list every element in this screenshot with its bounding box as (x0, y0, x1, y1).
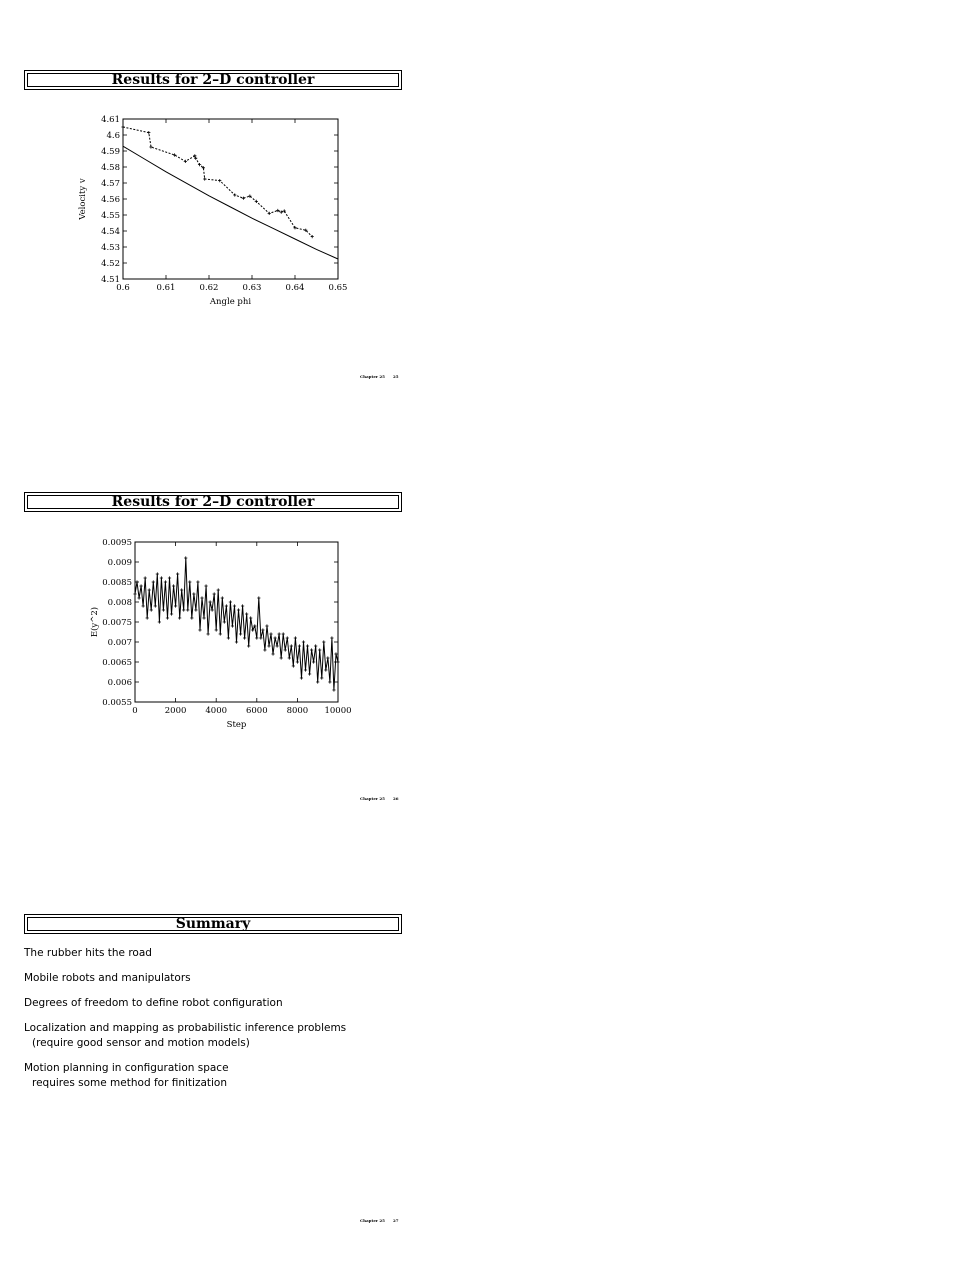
data-point (150, 608, 153, 611)
y-tick-label: 4.58 (101, 163, 120, 173)
x-tick-label: 0.62 (199, 283, 219, 293)
data-point (276, 644, 279, 647)
data-point (160, 576, 163, 579)
data-point (316, 680, 319, 683)
y-tick-label: 0.007 (107, 638, 132, 648)
data-point (271, 652, 274, 655)
data-point (227, 636, 230, 639)
data-point (278, 632, 281, 635)
data-point (166, 616, 169, 619)
data-point (280, 656, 283, 659)
data-point (255, 636, 258, 639)
data-point (221, 596, 224, 599)
data-point (304, 668, 307, 671)
y-tick-label: 0.0085 (102, 578, 132, 588)
x-tick-label: 0 (132, 706, 138, 716)
x-axis-label: Angle phi (209, 297, 252, 307)
data-point (206, 632, 209, 635)
data-point (330, 636, 333, 639)
data-point (328, 680, 331, 683)
y-tick-label: 4.51 (101, 275, 120, 285)
footer-chapter: Chapter 25 (360, 796, 385, 801)
x-tick-label: 0.65 (328, 283, 348, 293)
data-point (298, 644, 301, 647)
data-point (180, 588, 183, 591)
data-point (336, 660, 339, 663)
y-axis-label: Velocity v (78, 178, 88, 220)
data-point (310, 648, 313, 651)
data-point (146, 616, 149, 619)
data-point (223, 620, 226, 623)
data-point (178, 616, 181, 619)
x-tick-label: 0.63 (242, 283, 262, 293)
data-point (251, 628, 254, 631)
data-point (176, 572, 179, 575)
data-point (215, 628, 218, 631)
data-point (156, 572, 159, 575)
summary-item-subtext: (require good sensor and motion models) (32, 1037, 250, 1049)
data-point (192, 592, 195, 595)
data-point (158, 620, 161, 623)
data-point (168, 576, 171, 579)
data-point (324, 668, 327, 671)
data-point (152, 580, 155, 583)
y-axis-label: E(y^2) (90, 606, 100, 638)
data-point (269, 632, 272, 635)
data-point (213, 592, 216, 595)
data-point (231, 624, 234, 627)
x-tick-label: 6000 (245, 706, 268, 716)
footer-chapter: Chapter 25 (360, 374, 385, 379)
data-point (174, 604, 177, 607)
plot-frame (135, 542, 338, 702)
data-point (326, 656, 329, 659)
data-point (306, 644, 309, 647)
data-point (211, 608, 214, 611)
data-point (162, 608, 165, 611)
data-point (135, 580, 138, 583)
data-point (247, 644, 250, 647)
x-tick-label: 10000 (324, 706, 352, 716)
summary-item-text: Localization and mapping as probabilistic inference problems (24, 1022, 347, 1034)
x-axis-label: Step (226, 720, 247, 730)
y-tick-label: 0.0065 (102, 658, 132, 668)
data-point (284, 648, 287, 651)
y-tick-label: 4.54 (101, 227, 120, 237)
series-line (135, 558, 338, 690)
data-point (237, 608, 240, 611)
data-point (259, 636, 262, 639)
data-point (261, 628, 264, 631)
data-point (217, 588, 220, 591)
data-point (249, 616, 252, 619)
footer-page: 26 (392, 796, 399, 801)
data-point (196, 580, 199, 583)
data-point (265, 624, 268, 627)
y-tick-label: 0.0095 (102, 538, 132, 548)
y-tick-label: 0.0055 (102, 698, 132, 708)
data-point (133, 592, 136, 595)
slide-title: Results for 2–D controller (111, 494, 315, 510)
data-point (198, 628, 201, 631)
data-point (200, 596, 203, 599)
y-tick-label: 4.52 (101, 259, 120, 269)
y-tick-label: 0.008 (107, 598, 132, 608)
data-point (257, 596, 260, 599)
y-tick-label: 4.53 (101, 243, 120, 253)
data-point (332, 688, 335, 691)
data-point (144, 576, 147, 579)
slide-title: Summary (175, 916, 251, 932)
data-point (290, 644, 293, 647)
data-point (209, 600, 212, 603)
data-point (286, 636, 289, 639)
data-point (164, 580, 167, 583)
slide-title-frame (24, 914, 402, 934)
x-tick-label: 2000 (164, 706, 187, 716)
data-point (322, 640, 325, 643)
footer-page: 27 (392, 1218, 399, 1223)
y-tick-label: 4.56 (101, 195, 120, 205)
y-tick-label: 4.59 (101, 147, 120, 157)
x-tick-label: 8000 (286, 706, 309, 716)
y-tick-label: 0.009 (107, 558, 132, 568)
data-point (229, 600, 232, 603)
y-tick-label: 4.61 (101, 115, 120, 125)
data-point (184, 556, 187, 559)
data-point (300, 676, 303, 679)
summary-item-subtext: requires some method for finitization (32, 1077, 227, 1089)
y-tick-label: 0.0075 (102, 618, 132, 628)
data-point (241, 604, 244, 607)
data-point (188, 580, 191, 583)
data-point (170, 612, 173, 615)
data-point (312, 660, 315, 663)
data-point (172, 584, 175, 587)
summary-item-text: The rubber hits the road (24, 947, 152, 959)
data-point (294, 636, 297, 639)
data-point (204, 584, 207, 587)
data-point (202, 616, 205, 619)
y-tick-label: 4.55 (101, 211, 120, 221)
summary-item-text: Degrees of freedom to define robot configuration (24, 997, 283, 1009)
data-point (235, 640, 238, 643)
data-point (273, 636, 276, 639)
data-point (292, 664, 295, 667)
slide-title-frame (24, 492, 402, 512)
x-tick-label: 4000 (205, 706, 228, 716)
data-point (288, 656, 291, 659)
data-point (320, 676, 323, 679)
x-tick-label: 0.64 (285, 283, 305, 293)
data-point (302, 640, 305, 643)
x-tick-label: 0.61 (156, 283, 176, 293)
slide-title-frame (24, 70, 402, 90)
data-point (190, 616, 193, 619)
data-point (296, 660, 299, 663)
data-point (318, 648, 321, 651)
data-point (282, 632, 285, 635)
data-point (243, 636, 246, 639)
data-point (239, 632, 242, 635)
data-point (194, 608, 197, 611)
data-point (267, 644, 270, 647)
data-point (142, 604, 145, 607)
data-point (334, 652, 337, 655)
y-tick-label: 4.6 (106, 131, 120, 141)
data-point (154, 604, 157, 607)
data-point (233, 604, 236, 607)
data-point (245, 612, 248, 615)
slide-title: Results for 2–D controller (111, 72, 315, 88)
footer-chapter: Chapter 25 (360, 1218, 385, 1223)
data-point (139, 584, 142, 587)
summary-item-text: Motion planning in configuration space (24, 1062, 229, 1074)
footer-page: 25 (392, 374, 399, 379)
data-point (308, 672, 311, 675)
data-point (219, 632, 222, 635)
data-point (137, 596, 140, 599)
y-tick-label: 0.006 (107, 678, 132, 688)
data-point (186, 608, 189, 611)
data-point (225, 604, 228, 607)
data-point (182, 608, 185, 611)
data-point (148, 588, 151, 591)
summary-item-text: Mobile robots and manipulators (24, 972, 191, 984)
data-point (314, 644, 317, 647)
x-tick-label: 0.6 (116, 283, 130, 293)
y-tick-label: 4.57 (101, 179, 120, 189)
data-point (263, 648, 266, 651)
